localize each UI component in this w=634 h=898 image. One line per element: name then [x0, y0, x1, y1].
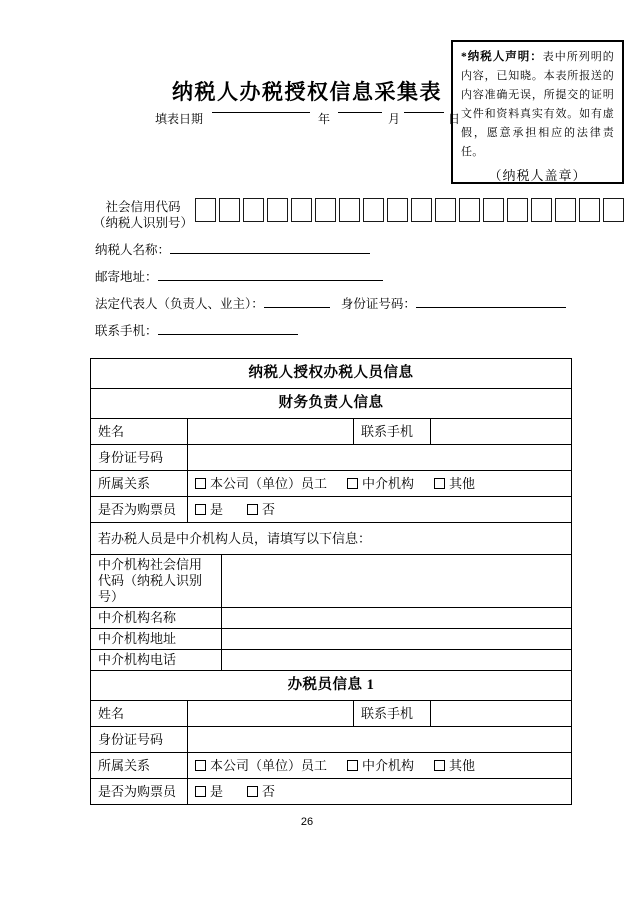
relation-option-employee	[195, 757, 327, 774]
credit-code-box[interactable]	[315, 198, 336, 222]
table-title-row	[91, 359, 571, 388]
credit-code-box[interactable]	[555, 198, 576, 222]
clerk-relation-options	[188, 753, 571, 778]
table-row	[91, 496, 571, 522]
declaration-lead: *纳税人声明：	[461, 51, 543, 63]
relation-option-agency	[347, 757, 414, 774]
finance-name-input[interactable]	[188, 419, 354, 444]
option-label: 中介机构	[362, 758, 415, 773]
relation-option-other	[434, 475, 475, 492]
finance-phone-input[interactable]	[431, 419, 571, 444]
table-row	[91, 778, 571, 804]
taxpayer-declaration-box	[451, 40, 624, 184]
checkbox-icon[interactable]	[247, 504, 258, 515]
table-row	[91, 649, 571, 670]
clerk-ticket-options	[188, 779, 571, 804]
authorized-personnel-table	[90, 358, 572, 805]
agency-address-input[interactable]	[222, 629, 571, 649]
checkbox-icon[interactable]	[195, 786, 206, 797]
table-row	[91, 444, 571, 470]
clerk-ticket-label: 是否为购票员	[91, 779, 188, 804]
option-label: 其他	[449, 758, 476, 773]
option-label: 是	[210, 502, 224, 517]
finance-id-input[interactable]	[188, 445, 571, 470]
credit-code-box[interactable]	[459, 198, 480, 222]
relation-option-other	[434, 757, 475, 774]
clerk-id-input[interactable]	[188, 727, 571, 752]
option-label: 中介机构	[362, 476, 415, 491]
table-row	[91, 607, 571, 628]
table-title: 纳税人授权办税人员信息	[248, 365, 414, 381]
credit-code-box[interactable]	[435, 198, 456, 222]
legal-rep-label: 法定代表人（负责人、业主）：	[95, 297, 264, 311]
legal-rep-row	[95, 294, 566, 312]
credit-code-box[interactable]	[243, 198, 264, 222]
option-label: 是	[210, 784, 224, 799]
agency-phone-label: 中介机构电话	[91, 650, 222, 670]
clerk-section-title-row	[91, 670, 571, 700]
checkbox-icon[interactable]	[247, 786, 258, 797]
option-label: 其他	[449, 476, 476, 491]
finance-name-label: 姓名	[91, 419, 188, 444]
mailing-address-blank[interactable]	[158, 268, 383, 281]
agency-code-input[interactable]	[222, 555, 571, 607]
finance-section-title-row	[91, 388, 571, 418]
agency-code-label: 中介机构社会信用代码（纳税人识别号）	[91, 555, 222, 607]
credit-code-label-line1: 社会信用代码	[105, 200, 181, 214]
option-label: 否	[262, 784, 276, 799]
table-row	[91, 628, 571, 649]
credit-code-box[interactable]	[531, 198, 552, 222]
checkbox-icon[interactable]	[195, 760, 206, 771]
option-label: 本公司（单位）员工	[210, 476, 328, 491]
table-row	[91, 418, 571, 444]
clerk-phone-input[interactable]	[431, 701, 571, 726]
mailing-address-row	[95, 267, 383, 285]
checkbox-icon[interactable]	[434, 760, 445, 771]
agency-name-label: 中介机构名称	[91, 608, 222, 628]
table-row	[91, 554, 571, 607]
credit-code-boxes	[195, 198, 624, 222]
credit-code-box[interactable]	[291, 198, 312, 222]
checkbox-icon[interactable]	[195, 504, 206, 515]
ticket-option-yes	[195, 783, 223, 800]
clerk-id-label: 身份证号码	[91, 727, 188, 752]
taxpayer-name-blank[interactable]	[170, 241, 370, 254]
credit-code-box[interactable]	[579, 198, 600, 222]
table-row	[91, 700, 571, 726]
credit-code-box[interactable]	[483, 198, 504, 222]
fill-date-label: 填表日期	[155, 112, 204, 126]
legal-rep-blank[interactable]	[264, 295, 330, 308]
credit-code-box[interactable]	[411, 198, 432, 222]
agency-address-label: 中介机构地址	[91, 629, 222, 649]
credit-code-box[interactable]	[387, 198, 408, 222]
table-row	[91, 726, 571, 752]
month-blank[interactable]	[338, 112, 382, 113]
table-row	[91, 470, 571, 496]
month-label: 月	[388, 112, 401, 126]
checkbox-icon[interactable]	[195, 478, 206, 489]
finance-phone-label: 联系手机	[354, 419, 431, 444]
year-blank[interactable]	[212, 112, 310, 113]
credit-code-box[interactable]	[603, 198, 624, 222]
relation-option-employee	[195, 475, 327, 492]
finance-section-title: 财务负责人信息	[278, 395, 384, 411]
clerk-phone-label: 联系手机	[354, 701, 431, 726]
day-label: 日	[448, 112, 461, 126]
option-label: 本公司（单位）员工	[210, 758, 328, 773]
relation-option-agency	[347, 475, 414, 492]
contact-phone-row	[95, 321, 298, 339]
credit-code-label	[93, 199, 193, 231]
taxpayer-name-row	[95, 240, 370, 258]
clerk-name-label: 姓名	[91, 701, 188, 726]
taxpayer-seal-label: （纳税人盖章）	[488, 168, 587, 183]
contact-phone-blank[interactable]	[158, 322, 298, 335]
credit-code-box[interactable]	[267, 198, 288, 222]
checkbox-icon[interactable]	[347, 478, 358, 489]
id-number-blank[interactable]	[416, 295, 566, 308]
table-row	[91, 752, 571, 778]
option-label: 否	[262, 502, 276, 517]
checkbox-icon[interactable]	[347, 760, 358, 771]
ticket-option-no	[247, 783, 275, 800]
finance-relation-options	[188, 471, 571, 496]
day-blank[interactable]	[404, 112, 444, 113]
credit-code-box[interactable]	[195, 198, 216, 222]
agency-phone-input[interactable]	[222, 650, 571, 670]
clerk-name-input[interactable]	[188, 701, 354, 726]
year-label: 年	[318, 112, 331, 126]
credit-code-label-line2: （纳税人识别号）	[93, 216, 194, 230]
agency-name-input[interactable]	[222, 608, 571, 628]
credit-code-box[interactable]	[507, 198, 528, 222]
checkbox-icon[interactable]	[434, 478, 445, 489]
contact-phone-label: 联系手机：	[95, 324, 158, 338]
credit-code-box[interactable]	[339, 198, 360, 222]
agency-note-row	[91, 522, 571, 554]
clerk-relation-label: 所属关系	[91, 753, 188, 778]
credit-code-box[interactable]	[363, 198, 384, 222]
ticket-option-yes	[195, 501, 223, 518]
agency-note: 若办税人员是中介机构人员，请填写以下信息：	[98, 531, 372, 546]
declaration-body: 表中所列明的内容，已知晓。本表所报送的内容准确无误，所提交的证明文件和资料真实有效。如有虚假，愿意承担相应的法律责任。	[461, 51, 614, 158]
finance-id-label: 身份证号码	[91, 445, 188, 470]
finance-relation-label: 所属关系	[91, 471, 188, 496]
page-title: 纳税人办税授权信息采集表	[172, 80, 442, 104]
id-number-label: 身份证号码：	[340, 297, 416, 311]
mailing-address-label: 邮寄地址：	[95, 270, 158, 284]
taxpayer-name-label: 纳税人名称：	[95, 243, 171, 257]
page-number: 26	[300, 816, 314, 828]
clerk-section-title: 办税员信息 1	[287, 677, 375, 693]
ticket-option-no	[247, 501, 275, 518]
finance-ticket-label: 是否为购票员	[91, 497, 188, 522]
finance-ticket-options	[188, 497, 571, 522]
credit-code-box[interactable]	[219, 198, 240, 222]
